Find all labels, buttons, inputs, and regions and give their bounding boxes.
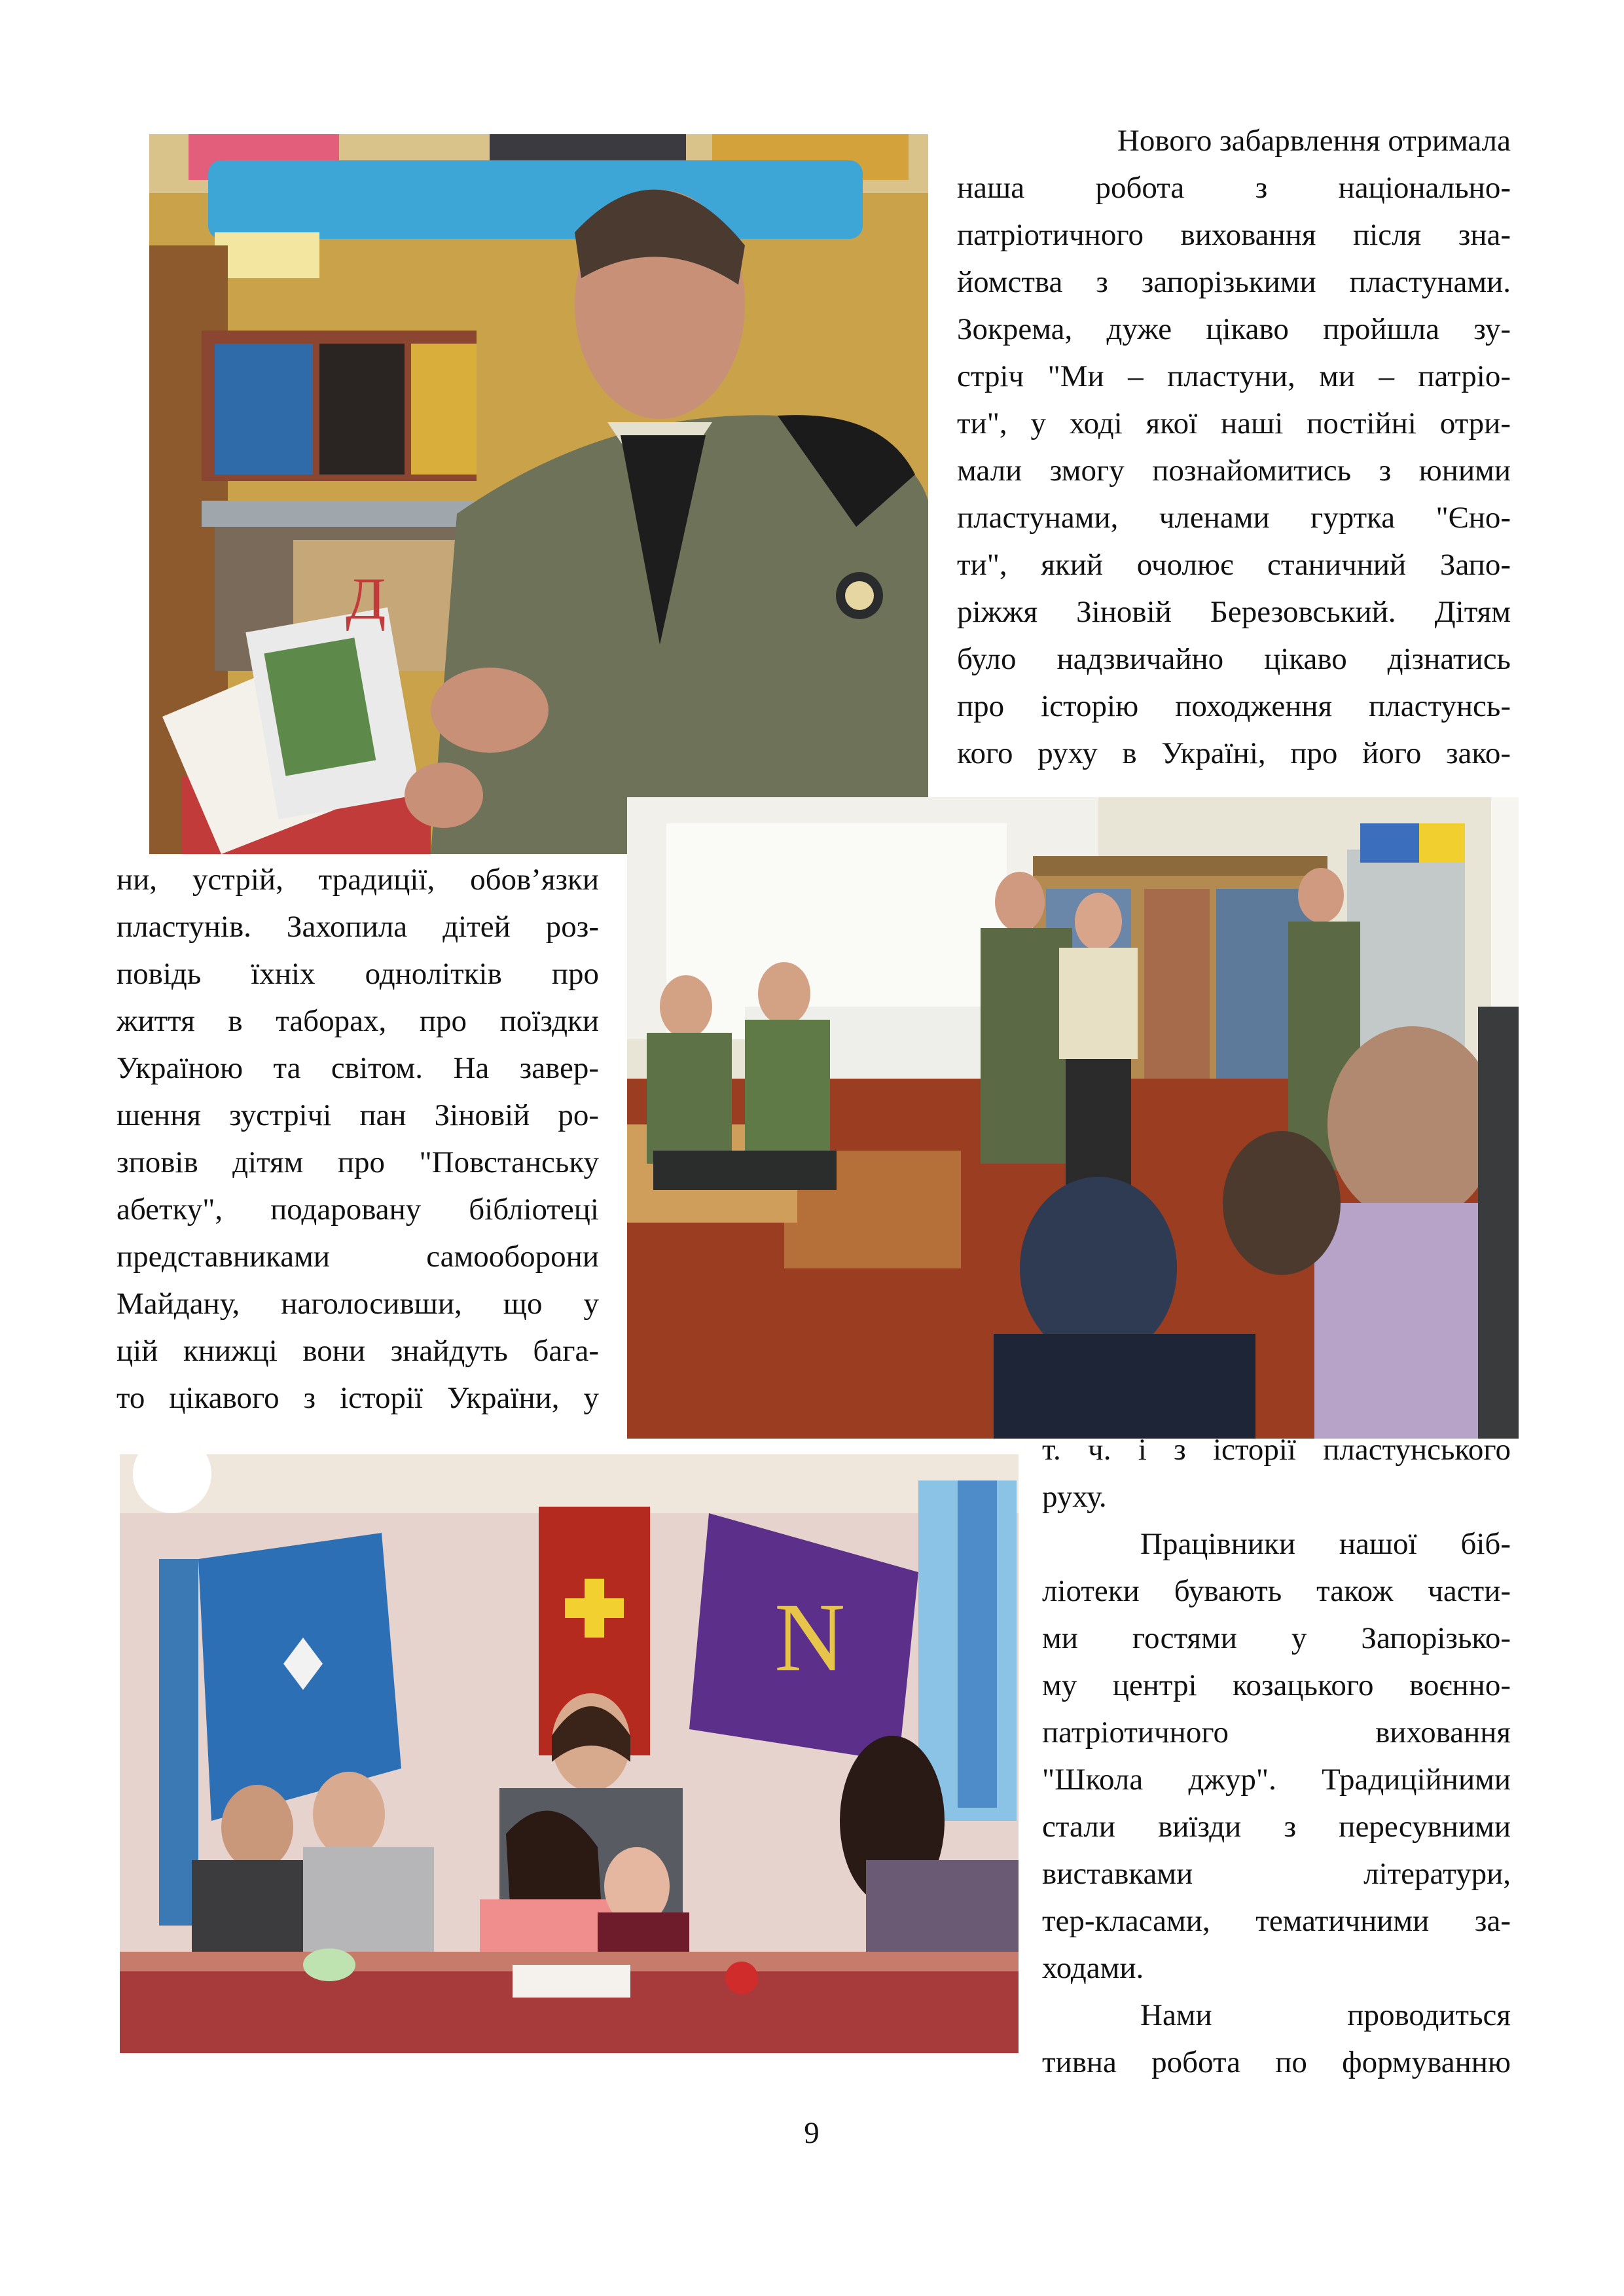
text-line: життя в таборах, про поїздки: [117, 1004, 599, 1038]
text-line: тер-класами, тематичними за-: [1042, 1904, 1511, 1938]
text-line: ми гостями у Запорізько-: [1042, 1621, 1511, 1655]
paragraph-plast-meeting: [957, 117, 1511, 777]
text-line: було надзвичайно цікаво дізнатись: [957, 642, 1511, 676]
page-number: 9: [804, 2116, 820, 2150]
photo-scout-reading: [149, 134, 928, 854]
text-line: ти", у ході якої наші постійні отри-: [957, 406, 1511, 440]
text-line: ріжжя Зіновій Березовський. Дітям: [957, 595, 1511, 629]
text-line: патріотичного виховання після зна-: [957, 218, 1511, 252]
text-line: т. ч. і з історії пластунського: [1042, 1433, 1511, 1467]
text-line: стали виїзди з пересувними: [1042, 1810, 1511, 1844]
text-line: зповів дітям про "Повстанську: [117, 1145, 599, 1179]
text-line: тивна робота по формуванню: [1042, 2045, 1511, 2079]
text-line: стріч "Ми – пластуни, ми – патріо-: [957, 359, 1511, 393]
text-line: руху.: [1042, 1480, 1107, 1514]
paragraph-scouts-stories: [117, 856, 599, 1422]
text-line: то цікавого з історії України, у: [117, 1381, 599, 1415]
photo-craft-workshop: [120, 1454, 1019, 2053]
text-line: повідь їхніх однолітків про: [117, 957, 599, 991]
text-line: Нами проводиться: [1140, 1998, 1511, 2032]
text-line: пластунів. Захопила дітей роз-: [117, 910, 599, 944]
text-line: пластунами, членами гуртка "Єно-: [957, 501, 1511, 535]
paragraph-library-activities: [1042, 1426, 1511, 2086]
text-line: мали змогу познайомитись з юними: [957, 454, 1511, 488]
text-line: Майдану, наголосивши, що у: [117, 1287, 599, 1321]
photo-scouts-meeting: [627, 797, 1519, 1439]
text-line: ти", який очолює станичний Запо-: [957, 548, 1511, 582]
text-line: представниками самооборони: [117, 1240, 599, 1274]
text-line: Нового забарвлення отримала: [1117, 124, 1511, 158]
svg-text:N: N: [774, 1583, 846, 1692]
text-line: цій книжці вони знайдуть бага-: [117, 1334, 599, 1368]
text-line: наша робота з національно-: [957, 171, 1511, 205]
text-line: виставками літератури,: [1042, 1857, 1511, 1891]
text-line: про історію походження пластунсь-: [957, 689, 1511, 723]
text-line: абетку", подаровану бібліотеці: [117, 1193, 599, 1227]
text-line: Зокрема, дуже цікаво пройшла зу-: [957, 312, 1511, 346]
text-line: "Школа джур". Традиційними: [1042, 1763, 1511, 1797]
text-line: Україною та світом. На завер-: [117, 1051, 599, 1085]
text-line: Працівники нашої біб-: [1140, 1527, 1511, 1561]
text-line: кого руху в Україні, про його зако-: [957, 736, 1511, 770]
svg-text:Д: Д: [346, 567, 386, 632]
text-line: ни, устрій, традиції, обов’язки: [117, 863, 599, 897]
text-line: йомства з запорізькими пластунами.: [957, 265, 1511, 299]
text-line: ліотеки бувають також части-: [1042, 1574, 1511, 1608]
text-line: патріотичного виховання: [1042, 1715, 1511, 1749]
text-line: ходами.: [1042, 1951, 1144, 1985]
text-line: шення зустрічі пан Зіновій ро-: [117, 1098, 599, 1132]
text-line: му центрі козацького воєнно-: [1042, 1668, 1511, 1702]
